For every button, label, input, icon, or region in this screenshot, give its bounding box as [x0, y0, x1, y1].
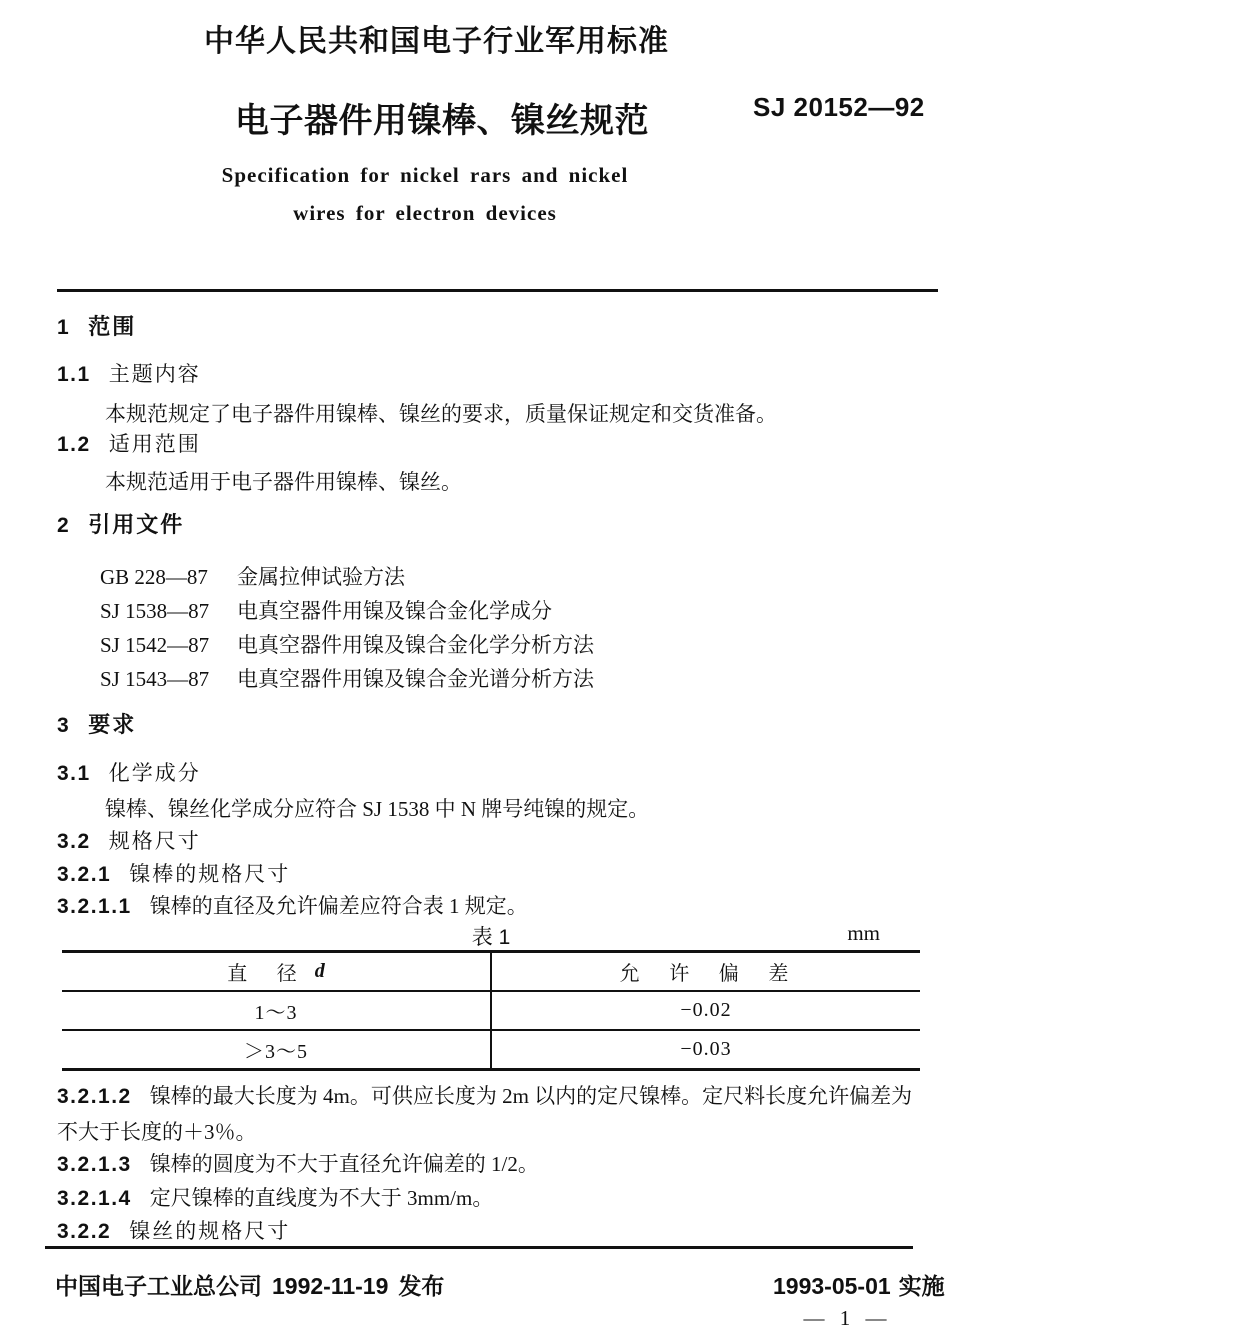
implementation-date: 1993-05-01 [773, 1273, 891, 1299]
table-row [62, 1031, 920, 1068]
section-title: 适用范围 [108, 433, 201, 456]
column-header-diameter [62, 953, 492, 990]
reference-title: 金属拉伸试验方法 [237, 565, 405, 589]
section-3-1-paragraph: 镍棒、镍丝化学成分应符合 SJ 1538 中 N 牌号纯镍的规定。 [105, 797, 650, 821]
section-3-2-heading [57, 825, 201, 855]
table-header-row [62, 953, 920, 992]
implementation-line [773, 1268, 953, 1301]
section-number: 1.1 [57, 363, 91, 386]
section-title: 引用文件 [88, 512, 185, 537]
diameter-cell: ＞3～5 [62, 1031, 492, 1068]
section-1-heading [57, 310, 136, 341]
reference-code: SJ 1542—87 [100, 633, 210, 657]
page-number: — 1 — [803, 1306, 887, 1330]
section-number: 3.2.2 [57, 1220, 112, 1243]
section-3-2-1-2-clause-line2: 不大于长度的＋3％。 [57, 1120, 257, 1144]
tolerance-cell: −0.03 [680, 1038, 732, 1060]
section-number: 3.2 [57, 830, 91, 853]
clause-text: 镍棒的最大长度为 4m。可供应长度为 2m 以内的定尺镍棒。定尺料长度允许偏差为 [149, 1084, 913, 1108]
section-title: 规格尺寸 [108, 830, 201, 853]
diameter-symbol: d [314, 960, 325, 982]
section-3-2-2-heading [57, 1215, 290, 1245]
section-number: 3.2.1.3 [57, 1153, 132, 1176]
section-1-2-heading [57, 428, 201, 458]
section-1-1-heading [57, 358, 201, 388]
section-3-1-heading [57, 757, 201, 787]
document-title-en-line1: Specification for nickel rars and nickel [221, 163, 629, 187]
section-3-2-1-2-clause-line1 [57, 1080, 912, 1110]
section-1-2-paragraph: 本规范适用于电子器件用镍棒、镍丝。 [105, 470, 462, 494]
standard-class-line: 中华人民共和国电子行业军用标准 [204, 25, 669, 58]
section-title: 化学成分 [108, 762, 201, 785]
issue-date: 1992-11-19 [272, 1273, 389, 1299]
list-item [100, 560, 594, 594]
column-header-text: 直 径 [227, 963, 301, 985]
section-title: 镍丝的规格尺寸 [129, 1220, 291, 1243]
referenced-documents-list [100, 560, 594, 696]
section-2-heading [57, 508, 184, 539]
section-title: 范围 [88, 314, 137, 339]
clause-text: 镍棒的直径及允许偏差应符合表 1 规定。 [149, 894, 528, 918]
section-number: 3.2.1.1 [57, 895, 132, 918]
section-3-2-1-3-clause [57, 1148, 539, 1178]
reference-title: 电真空器件用镍及镍合金光谱分析方法 [237, 667, 594, 691]
table-1 [62, 950, 920, 1071]
section-title: 要求 [88, 712, 137, 737]
section-3-2-1-1-clause [57, 890, 528, 920]
clause-text: 定尺镍棒的直线度为不大于 3mm/m。 [149, 1186, 494, 1210]
implementation-label: 实施 [898, 1273, 945, 1299]
reference-title: 电真空器件用镍及镍合金化学分析方法 [237, 633, 594, 657]
column-header-text: 允 许 偏 差 [619, 963, 793, 985]
section-number: 3.2.1 [57, 863, 112, 886]
table-unit-label: mm [847, 921, 880, 945]
list-item [100, 628, 594, 662]
header-divider-rule [57, 289, 938, 292]
document-title-cn: 电子器件用镍棒、镍丝规范 [235, 102, 649, 140]
footer-divider-rule [45, 1246, 913, 1249]
table-row [62, 992, 920, 1031]
issue-line [55, 1268, 454, 1301]
section-3-2-1-4-clause [57, 1182, 493, 1212]
section-title: 主题内容 [108, 363, 201, 386]
section-title: 镍棒的规格尺寸 [129, 863, 291, 886]
list-item [100, 594, 594, 628]
reference-code: GB 228—87 [100, 565, 208, 589]
section-number: 2 [57, 514, 71, 537]
section-number: 1.2 [57, 433, 91, 456]
tolerance-cell: −0.02 [680, 999, 732, 1021]
section-number: 3.2.1.4 [57, 1187, 132, 1210]
diameter-cell: 1～3 [62, 992, 492, 1029]
issuer-name: 中国电子工业总公司 [55, 1273, 262, 1299]
section-3-2-1-heading [57, 858, 290, 888]
standard-number: SJ 20152—92 [753, 92, 925, 122]
table-caption: 表 1 [471, 926, 511, 949]
section-number: 3.1 [57, 762, 91, 785]
section-1-1-paragraph: 本规范规定了电子器件用镍棒、镍丝的要求，质量保证规定和交货准备。 [105, 402, 777, 426]
reference-title: 电真空器件用镍及镍合金化学成分 [237, 599, 552, 623]
document-title-en-line2: wires for electron devices [293, 201, 557, 225]
column-header-tolerance [492, 953, 920, 990]
section-number: 1 [57, 316, 71, 339]
section-number: 3 [57, 714, 71, 737]
clause-text: 镍棒的圆度为不大于直径允许偏差的 1/2。 [149, 1152, 539, 1176]
section-3-heading [57, 708, 136, 739]
list-item [100, 662, 594, 696]
reference-code: SJ 1538—87 [100, 599, 210, 623]
reference-code: SJ 1543—87 [100, 667, 210, 691]
section-number: 3.2.1.2 [57, 1085, 132, 1108]
issue-label: 发布 [398, 1273, 445, 1299]
